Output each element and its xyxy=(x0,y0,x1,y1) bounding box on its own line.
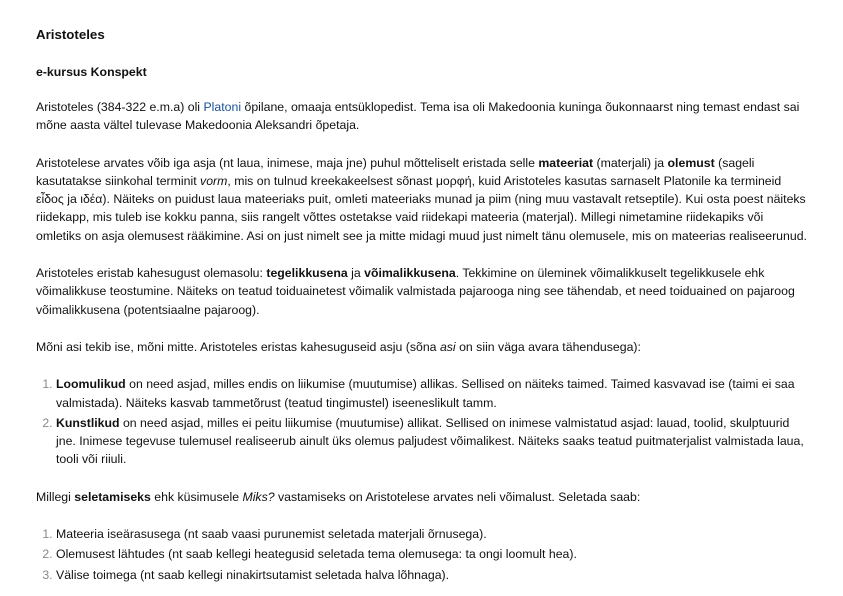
term-mateeria: mateeriat xyxy=(538,155,594,170)
paragraph-things: Mõni asi tekib ise, mõni mitte. Aristoteles eristas kahesuguseid asju (sõna asi on siin väga avara tähendusega): xyxy=(36,339,641,354)
list-item: 1. Mateeria iseärasusega (nt saab vaasi purunemist seletada materjali õrnusega). xyxy=(56,525,807,543)
term-miks: Miks? xyxy=(242,489,275,504)
paragraph-intro: Aristoteles (384-322 e.m.a) oli Platoni õpilane, omaaja entsüklopedist. Tema isa oli Makedoonia kuninga õukonnaarst ning temast endast sai mõne aasta vältel tulevase Makedoonia Aleksandri õpetaja. xyxy=(36,100,800,133)
list-item: 2. Kunstlikud on need asjad, milles ei peitu liikumise (muutumise) allikat. Sellised on inimese valmistatud asjad: lauad, toolid, skulptuurid jne. Inimese tegevuse tulemusel realiseerub ainult üks olemus paljudest võimalikest. Näiteks saaks teatud puitmaterjalist valmistada laua, tooli või riiuli. xyxy=(56,414,807,469)
paragraph-matter-essence: Aristotelese arvates võib iga asja (nt laua, inimese, maja jne) puhul mõtteliselt eristada selle mateeriat (materjali) ja olemust (sageli kasutatakse siinkohal terminit vorm, mis on tulnud kreekakeelsest sõnast μορφή, kuid Aristoteles kasutas sarnaselt Platonile ka termineid εἶδος ja ιδέα). Näiteks on puidust laua mateeriaks puit, omleti mateeriaks munad ja piim (ning muu vastavalt retseptile). Kui osta poest näiteks riidekapp, mis tuleb ise kokku panna, siis rangelt võttes ostetakse vaid riidekapi mateeria (materjal). Millegi nimetamine riidekapiks või omletiks on asja olemusest rääkimine. Asi on just nimelt see ja mitte midagi muud just nimelt tänu olemusele, mis on mateerias realiseerunud. xyxy=(36,155,807,243)
list-explanations xyxy=(36,525,807,584)
page-title: Aristoteles xyxy=(36,27,105,42)
term-olemus: olemust xyxy=(667,155,715,170)
list-item: 2. Olemusest lähtudes (nt saab kellegi heategusid seletada tema olemusega: ta ongi loomult hea). xyxy=(56,545,807,563)
list-kinds-of-things xyxy=(36,375,807,468)
paragraph-explanation: Millegi seletamiseks ehk küsimusele Miks? vastamiseks on Aristotelese arvates neli võimalust. Seletada saab: xyxy=(36,489,641,504)
term-seletamine: seletamiseks xyxy=(74,489,151,504)
term-vorm: vorm xyxy=(200,173,228,188)
paragraph-existence: Aristoteles eristab kahesugust olemasolu: tegelikkusena ja võimalikkusena. Tekkimine on üleminek võimalikkuselt tegelikkusele ehk võimalikkuse teostumine. Näiteks on teatud toiduainetest võimalik valmistada pajarooga ning see tähendab, et need toiduained on pajaroog võimalikkusena (potentsiaalne pajaroog). xyxy=(36,266,795,317)
page-subtitle: e-kursus Konspekt xyxy=(36,65,147,79)
term-asi: asi xyxy=(439,339,456,354)
list-item: 3. Välise toimega (nt saab kellegi ninakirtsutamist seletada halva lõhnaga). xyxy=(56,566,807,584)
platoni-link[interactable]: Platoni xyxy=(203,100,242,114)
term-tegelikkus: tegelikkusena xyxy=(266,266,348,281)
list-item: 1. Loomulikud on need asjad, milles endis on liikumise (muutumise) allikas. Sellised on näiteks taimed. Taimed kasvavad ise (taimi ei saa valmistada). Näiteks kasvab tammetõrust (teatud tingimustel) iseeneslikult tamm. xyxy=(56,375,807,412)
term-voimalikkus: võimalikkusena xyxy=(364,266,456,281)
